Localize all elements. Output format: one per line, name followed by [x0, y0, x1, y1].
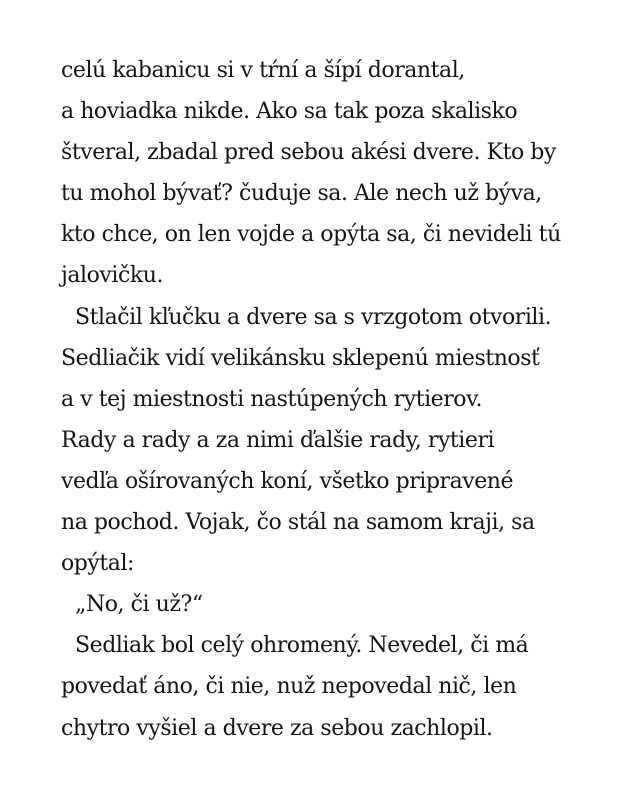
paragraph-first-line: Sedliak bol celý ohromený. Nevedel, či má [75, 633, 529, 659]
text-line: opýtal: [61, 551, 135, 577]
text-line: vedľa ošírovaných koní, všetko pripravené [61, 468, 514, 494]
text-line: a v tej miestnosti nastúpených rytierov. [61, 386, 483, 412]
paragraph-first-line: Stlačil kľučku a dvere sa s vrzgotom otvorili. [75, 304, 552, 330]
text-line: celú kabanicu si v tŕní a šípí dorantal, [61, 58, 465, 83]
text-line: tu mohol bývať? čuduje sa. Ale nech už býva, [61, 181, 542, 207]
body-text [61, 50, 631, 749]
text-line: Sedliačik vidí velikánsku sklepenú miestnosť [61, 345, 540, 371]
dialogue-line: „No, či už?“ [75, 592, 203, 618]
text-line: chytro vyšiel a dvere za sebou zachlopil. [61, 715, 493, 741]
text-line: jalovičku. [61, 263, 163, 289]
text-line: Rady a rady a za nimi ďalšie rady, rytieri [61, 427, 495, 453]
text-line: kto chce, on len vojde a opýta sa, či nevideli tú [61, 222, 561, 248]
text-line: povedať áno, či nie, nuž nepovedal nič, len [61, 674, 517, 700]
text-line: a hoviadka nikde. Ako sa tak poza skalisko [61, 99, 518, 125]
text-line: na pochod. Vojak, čo stál na samom kraji, sa [61, 510, 535, 536]
text-line: štveral, zbadal pred sebou akési dvere. Kto by [61, 140, 556, 166]
